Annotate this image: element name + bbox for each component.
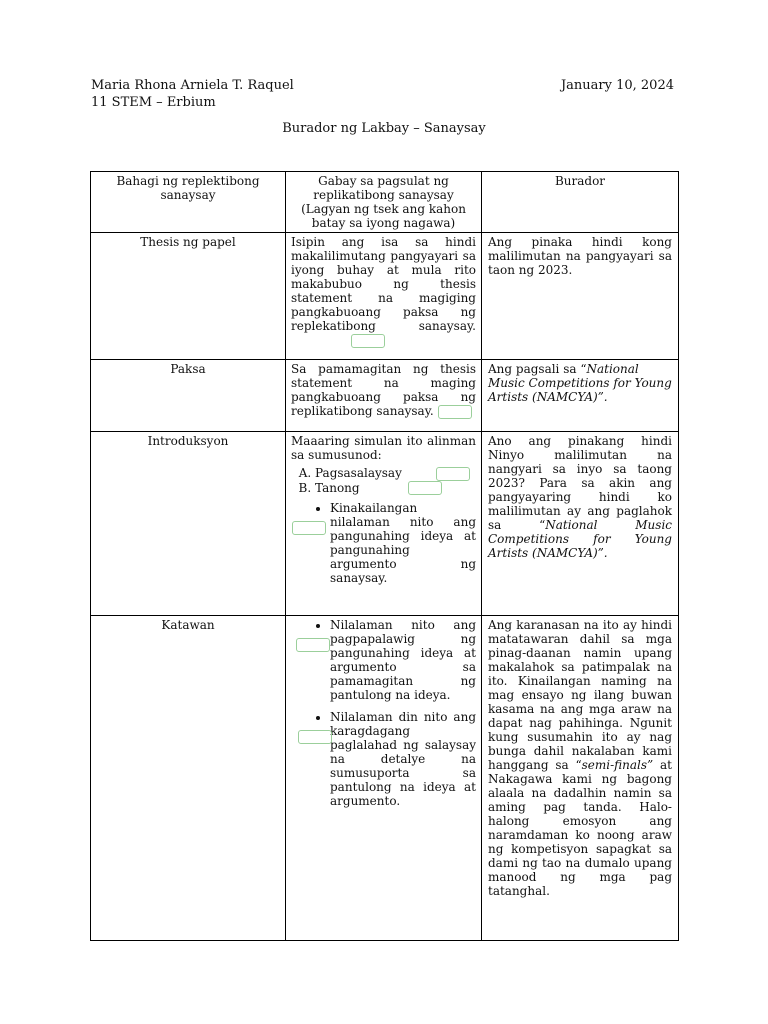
table-row-thesis bbox=[91, 233, 679, 360]
intro-bullet: • Kinakailangan nilalaman nito ang pangunahing ideya at pangunahing argumento ng sanaysay. bbox=[330, 501, 476, 585]
cell-guide: Sa pamamagitan ng thesis statement na maging pangkabuoang paksa ng replikatibong sanaysay. bbox=[286, 360, 482, 432]
cell-draft: Ang pinaka hindi kong malilimutan na pangyayari sa taon ng 2023. bbox=[482, 233, 679, 360]
checkbox-option-b[interactable] bbox=[408, 481, 442, 495]
cell-guide: Maaaring simulan ito alinman sa sumusunod: A. Pagsasalaysay B. Tanong • Kinakailangan nilalaman nito ang pangunahing ideya at pangunahing argumento ng sanaysay. bbox=[286, 432, 482, 616]
document-title: Burador ng Lakbay – Sanaysay bbox=[282, 121, 486, 136]
katawan-bullet-1: • Nilalaman nito ang pagpapalawig ng pangunahing ideya at argumento sa pamamagitan ng pantulong na ideya. bbox=[330, 618, 476, 702]
cell-guide bbox=[286, 616, 482, 941]
cell-part: Introduksyon bbox=[91, 432, 286, 616]
cell-guide: Isipin ang isa sa hindi makalilimutang pangyayari sa iyong buhay at mula rito makabubuo ng thesis statement na magiging pangkabuoang paksa ng replekatibong sanaysay. bbox=[286, 233, 482, 360]
option-b: B. Tanong bbox=[315, 481, 476, 496]
header-guide: Gabay sa pagsulat ng replikatibong sanaysay (Lagyan ng tsek ang kahon batay sa iyong nagawa) bbox=[286, 172, 482, 233]
intro-options bbox=[291, 466, 476, 495]
table-header-row bbox=[91, 172, 679, 233]
header-part: Bahagi ng replektibong sanaysay bbox=[91, 172, 286, 233]
checkbox-thesis[interactable] bbox=[351, 334, 385, 348]
essay-draft-table bbox=[90, 171, 679, 941]
checkbox-intro-bullet[interactable] bbox=[292, 521, 326, 535]
cell-draft: Ang karanasan na ito ay hindi matatawaran dahil sa mga pinag-daanan namin upang makalahok sa patimpalak na ito. Kinailangan naming na mag ensayo ng ilang buwan kasama na ang mga araw na dapat nag pahihinga. Ngunit kung susumahin ito ay nag bunga dahil nakalaban kami hanggang sa “semi-finals” at Nakagawa kami ng bagong alaala na dadalhin namin sa aming pag tanda. Halo-halong emosyon ang naramdaman ko noong araw ng kompetisyon sapagkat sa dami ng tao na dumalo upang manood ng mga pag tatanghal. bbox=[482, 616, 679, 941]
table-row-paksa bbox=[91, 360, 679, 432]
cell-draft: Ang pagsali sa “National Music Competitions for Young Artists (NAMCYA)”. bbox=[482, 360, 679, 432]
cell-part: Katawan bbox=[91, 616, 286, 941]
table-row-introduksyon bbox=[91, 432, 679, 616]
author-name: Maria Rhona Arniela T. Raquel bbox=[91, 78, 294, 93]
cell-part: Paksa bbox=[91, 360, 286, 432]
cell-draft: Ano ang pinakang hindi Ninyo malilimutan na nangyari sa inyo sa taong 2023? Para sa akin ang pangyayaring hindi ko malilimutan ay ang paglahok sa “National Music Competitions for Young Artists (NAMCYA)”. bbox=[482, 432, 679, 616]
class-section: 11 STEM – Erbium bbox=[91, 95, 216, 110]
option-a: A. Pagsasalaysay bbox=[315, 466, 476, 481]
document-date: January 10, 2024 bbox=[560, 78, 674, 93]
katawan-bullet-2: • Nilalaman din nito ang karagdagang paglalahad ng salaysay na detalye na sumusuporta sa pantulong na ideya at argumento. bbox=[330, 710, 476, 808]
checkbox-option-a[interactable] bbox=[436, 467, 470, 481]
header-draft: Burador bbox=[482, 172, 679, 233]
table-row-katawan bbox=[91, 616, 679, 941]
cell-part: Thesis ng papel bbox=[91, 233, 286, 360]
checkbox-paksa[interactable] bbox=[438, 405, 472, 419]
checkbox-katawan-2[interactable] bbox=[298, 730, 332, 744]
checkbox-katawan-1[interactable] bbox=[296, 638, 330, 652]
